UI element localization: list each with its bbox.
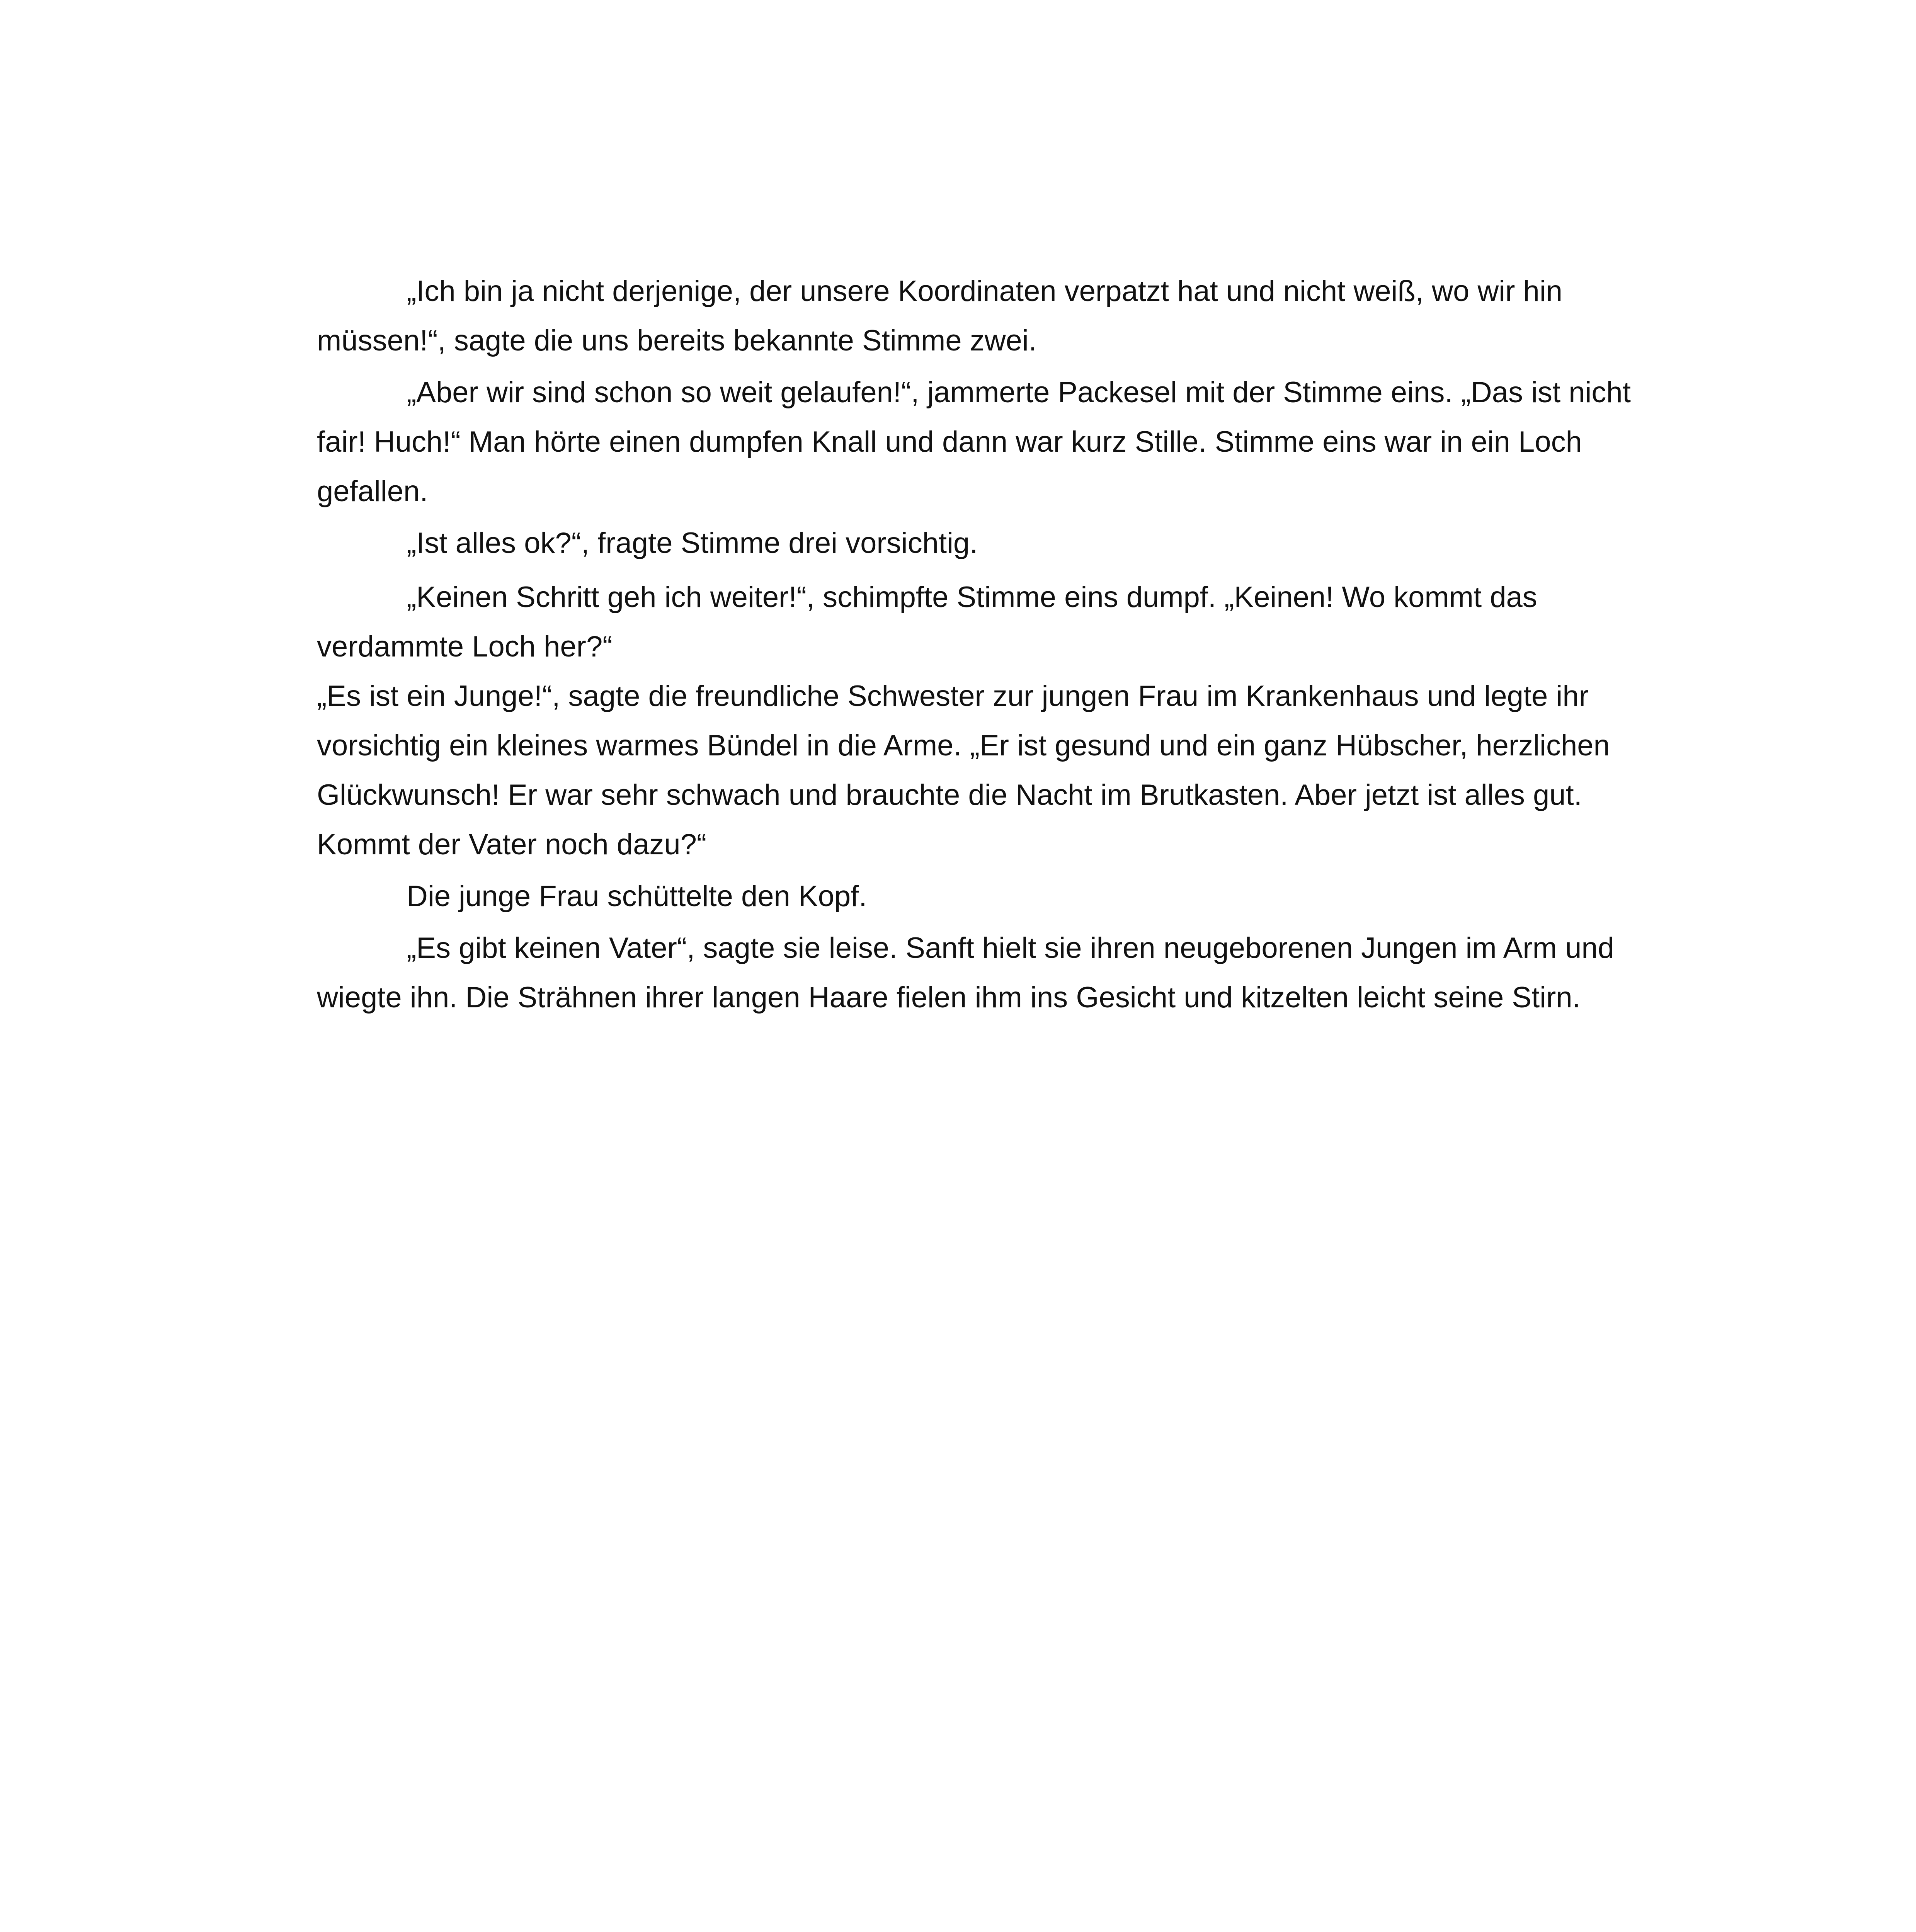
scene-two bbox=[317, 672, 1677, 1022]
paragraph: „Ist alles ok?“, fragte Stimme drei vorsichtig. bbox=[407, 527, 978, 560]
paragraph: „Aber wir sind schon so weit gelaufen!“, jammerte Packesel mit der Stimme eins. „Das ist nicht fair! Huch!“ Man hörte einen dumpfen Knall und dann war kurz Stille. Stimme eins war in ein Loch gefallen. bbox=[317, 376, 1631, 508]
scene-one bbox=[317, 267, 1677, 672]
paragraph: „Keinen Schritt geh ich weiter!“, schimpfte Stimme eins dumpf. „Keinen! Wo kommt das verdammte Loch her?“ bbox=[317, 581, 1537, 663]
paragraph: Die junge Frau schüttelte den Kopf. bbox=[407, 880, 867, 913]
paragraph: „Es ist ein Junge!“, sagte die freundliche Schwester zur jungen Frau im Krankenhaus und legte ihr vorsichtig ein kleines warmes Bündel in die Arme. „Er ist gesund und ein ganz Hübscher, herzlichen Glückwunsch! Er war sehr schwach und brauchte die Nacht im Brutkasten. Aber jetzt ist alles gut. Kommt der Vater noch dazu?“ bbox=[317, 680, 1610, 861]
paragraph: „Ich bin ja nicht derjenige, der unsere Koordinaten verpatzt hat und nicht weiß, wo wir hin müssen!“, sagte die uns bereits bekannte Stimme zwei. bbox=[317, 275, 1562, 357]
paragraph: „Es gibt keinen Vater“, sagte sie leise. Sanft hielt sie ihren neugeborenen Jungen im Arm und wiegte ihn. Die Strähnen ihrer langen Haare fielen ihm ins Gesicht und kitzelten leicht seine Stirn. bbox=[317, 932, 1614, 1014]
